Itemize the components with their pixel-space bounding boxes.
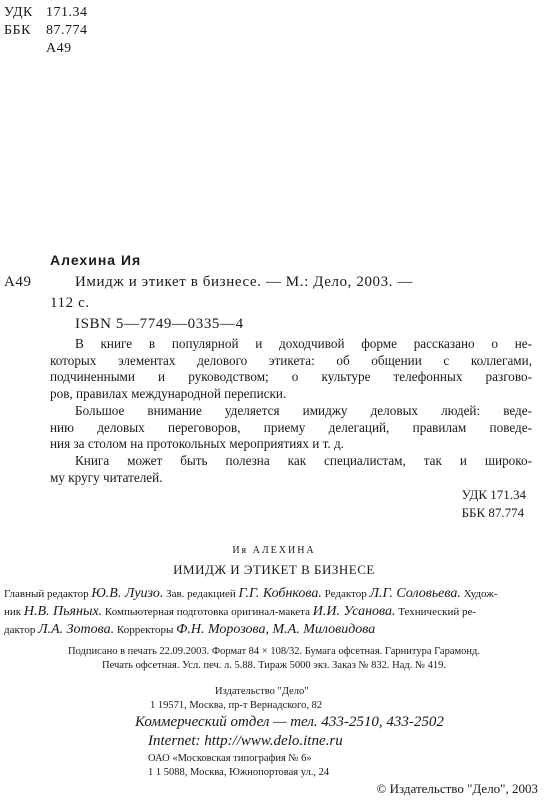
text-line: которых элементах делового этикета: об общении с коллегами, [50, 352, 532, 368]
credits-line-2 [4, 603, 544, 621]
tech-label-2: дактор [4, 624, 36, 636]
author-name: Алехина Ия [50, 252, 142, 268]
text-line: му кругу читателей. [50, 469, 163, 485]
bbk-bottom: ББК 87.774 [461, 505, 525, 520]
annotation-paragraph-3 [50, 453, 532, 486]
proof-label: Корректоры [116, 624, 174, 636]
imprint-author: Ия АЛЕХИНА [232, 545, 316, 556]
commercial-department: Коммерческий отдел — тел. 433-2510, 433-2502 [135, 714, 444, 730]
bbk-label: ББК [4, 23, 31, 38]
code-line [4, 40, 88, 58]
editor-label: Редактор [324, 588, 367, 600]
tech-editor: Л.А. Зотова. [38, 622, 115, 637]
deputy: Г.Г. Кобнкова. [238, 586, 322, 601]
text-line: нию деловых переговоров, приему делегаций, правилам поведе- [50, 419, 532, 435]
author-code: А49 [46, 41, 72, 56]
printer-address: 1 1 5088, Москва, Южнопортовая ул., 24 [148, 767, 330, 778]
isbn: ISBN 5—7749—0335—4 [75, 316, 244, 332]
bbk-line [4, 22, 88, 40]
imprint-credits [4, 585, 544, 639]
artist-label: Худож- [463, 588, 498, 600]
tech-label: Технический ре- [398, 606, 477, 618]
publisher: Издательство "Дело" [215, 686, 309, 697]
deputy-label: Зав. редакцией [166, 588, 236, 600]
credits-line-1 [4, 585, 544, 603]
internet-address: Internet: http://www.delo.itne.ru [148, 733, 343, 749]
text-line: ров, правилах международной переписки. [50, 385, 287, 401]
print-details [0, 645, 548, 673]
classification-top [4, 4, 88, 58]
layout-label: Компьютерная подготовка оригинал-макета [104, 606, 310, 618]
imprint-title: ИМИДЖ И ЭТИКЕТ В БИЗНЕСЕ [173, 562, 375, 577]
text-line: подчиненными и руководством; о культуре телефонных разгово- [50, 369, 532, 384]
udk-line [4, 4, 88, 22]
publisher-address: 1 19571, Москва, пр-т Вернадского, 82 [150, 700, 323, 711]
text-line: ния за столом на протокольных мероприятиях и т. д. [50, 436, 344, 451]
page-count: 112 с. [50, 295, 90, 311]
text-line: Книга может быть полезна как специалистам, так и широко- [75, 453, 532, 468]
bbk-value: 87.774 [46, 23, 88, 38]
print-line-1: Подписано в печать 22.09.2003. Формат 84 × 108/32. Бумага офсетная. Гарнитура Гарамонд. [68, 646, 480, 657]
udk-value: 171.34 [46, 5, 88, 20]
copyright: © Издательство "Дело", 2003 [376, 781, 538, 796]
editor: Л.Г. Соловьева. [369, 586, 461, 601]
chief-editor: Ю.В. Луизо. [91, 586, 164, 601]
annotation-paragraph-2 [50, 403, 532, 453]
proofreaders: Ф.Н. Морозова, М.А. Миловидова [176, 622, 376, 637]
print-line-2: Печать офсетная. Усл. печ. л. 5.88. Тираж 5000 экз. Заказ № 832. Над. № 419. [102, 660, 446, 671]
printer: ОАО «Московская типография № 6» [148, 753, 312, 764]
text-line: Большое внимание уделяется имиджу деловых людей: веде- [75, 403, 532, 418]
annotation-paragraph-1 [50, 336, 532, 402]
left-code: А49 [4, 274, 32, 290]
layout: И.И. Усанова. [312, 604, 396, 619]
credits-line-3 [4, 621, 544, 639]
title-line: Имидж и этикет в бизнесе. — М.: Дело, 2003. — [75, 274, 414, 290]
udk-label: УДК [4, 5, 33, 20]
chief-editor-label: Главный редактор [4, 588, 89, 600]
udk-bottom: УДК 171.34 [461, 487, 526, 502]
text-line: В книге в популярной и доходчивой форме рассказано о не- [75, 336, 532, 351]
artist-label-2: ник [4, 606, 22, 618]
artist: Н.В. Пьяных. [23, 604, 103, 619]
classification-bottom [462, 486, 526, 522]
